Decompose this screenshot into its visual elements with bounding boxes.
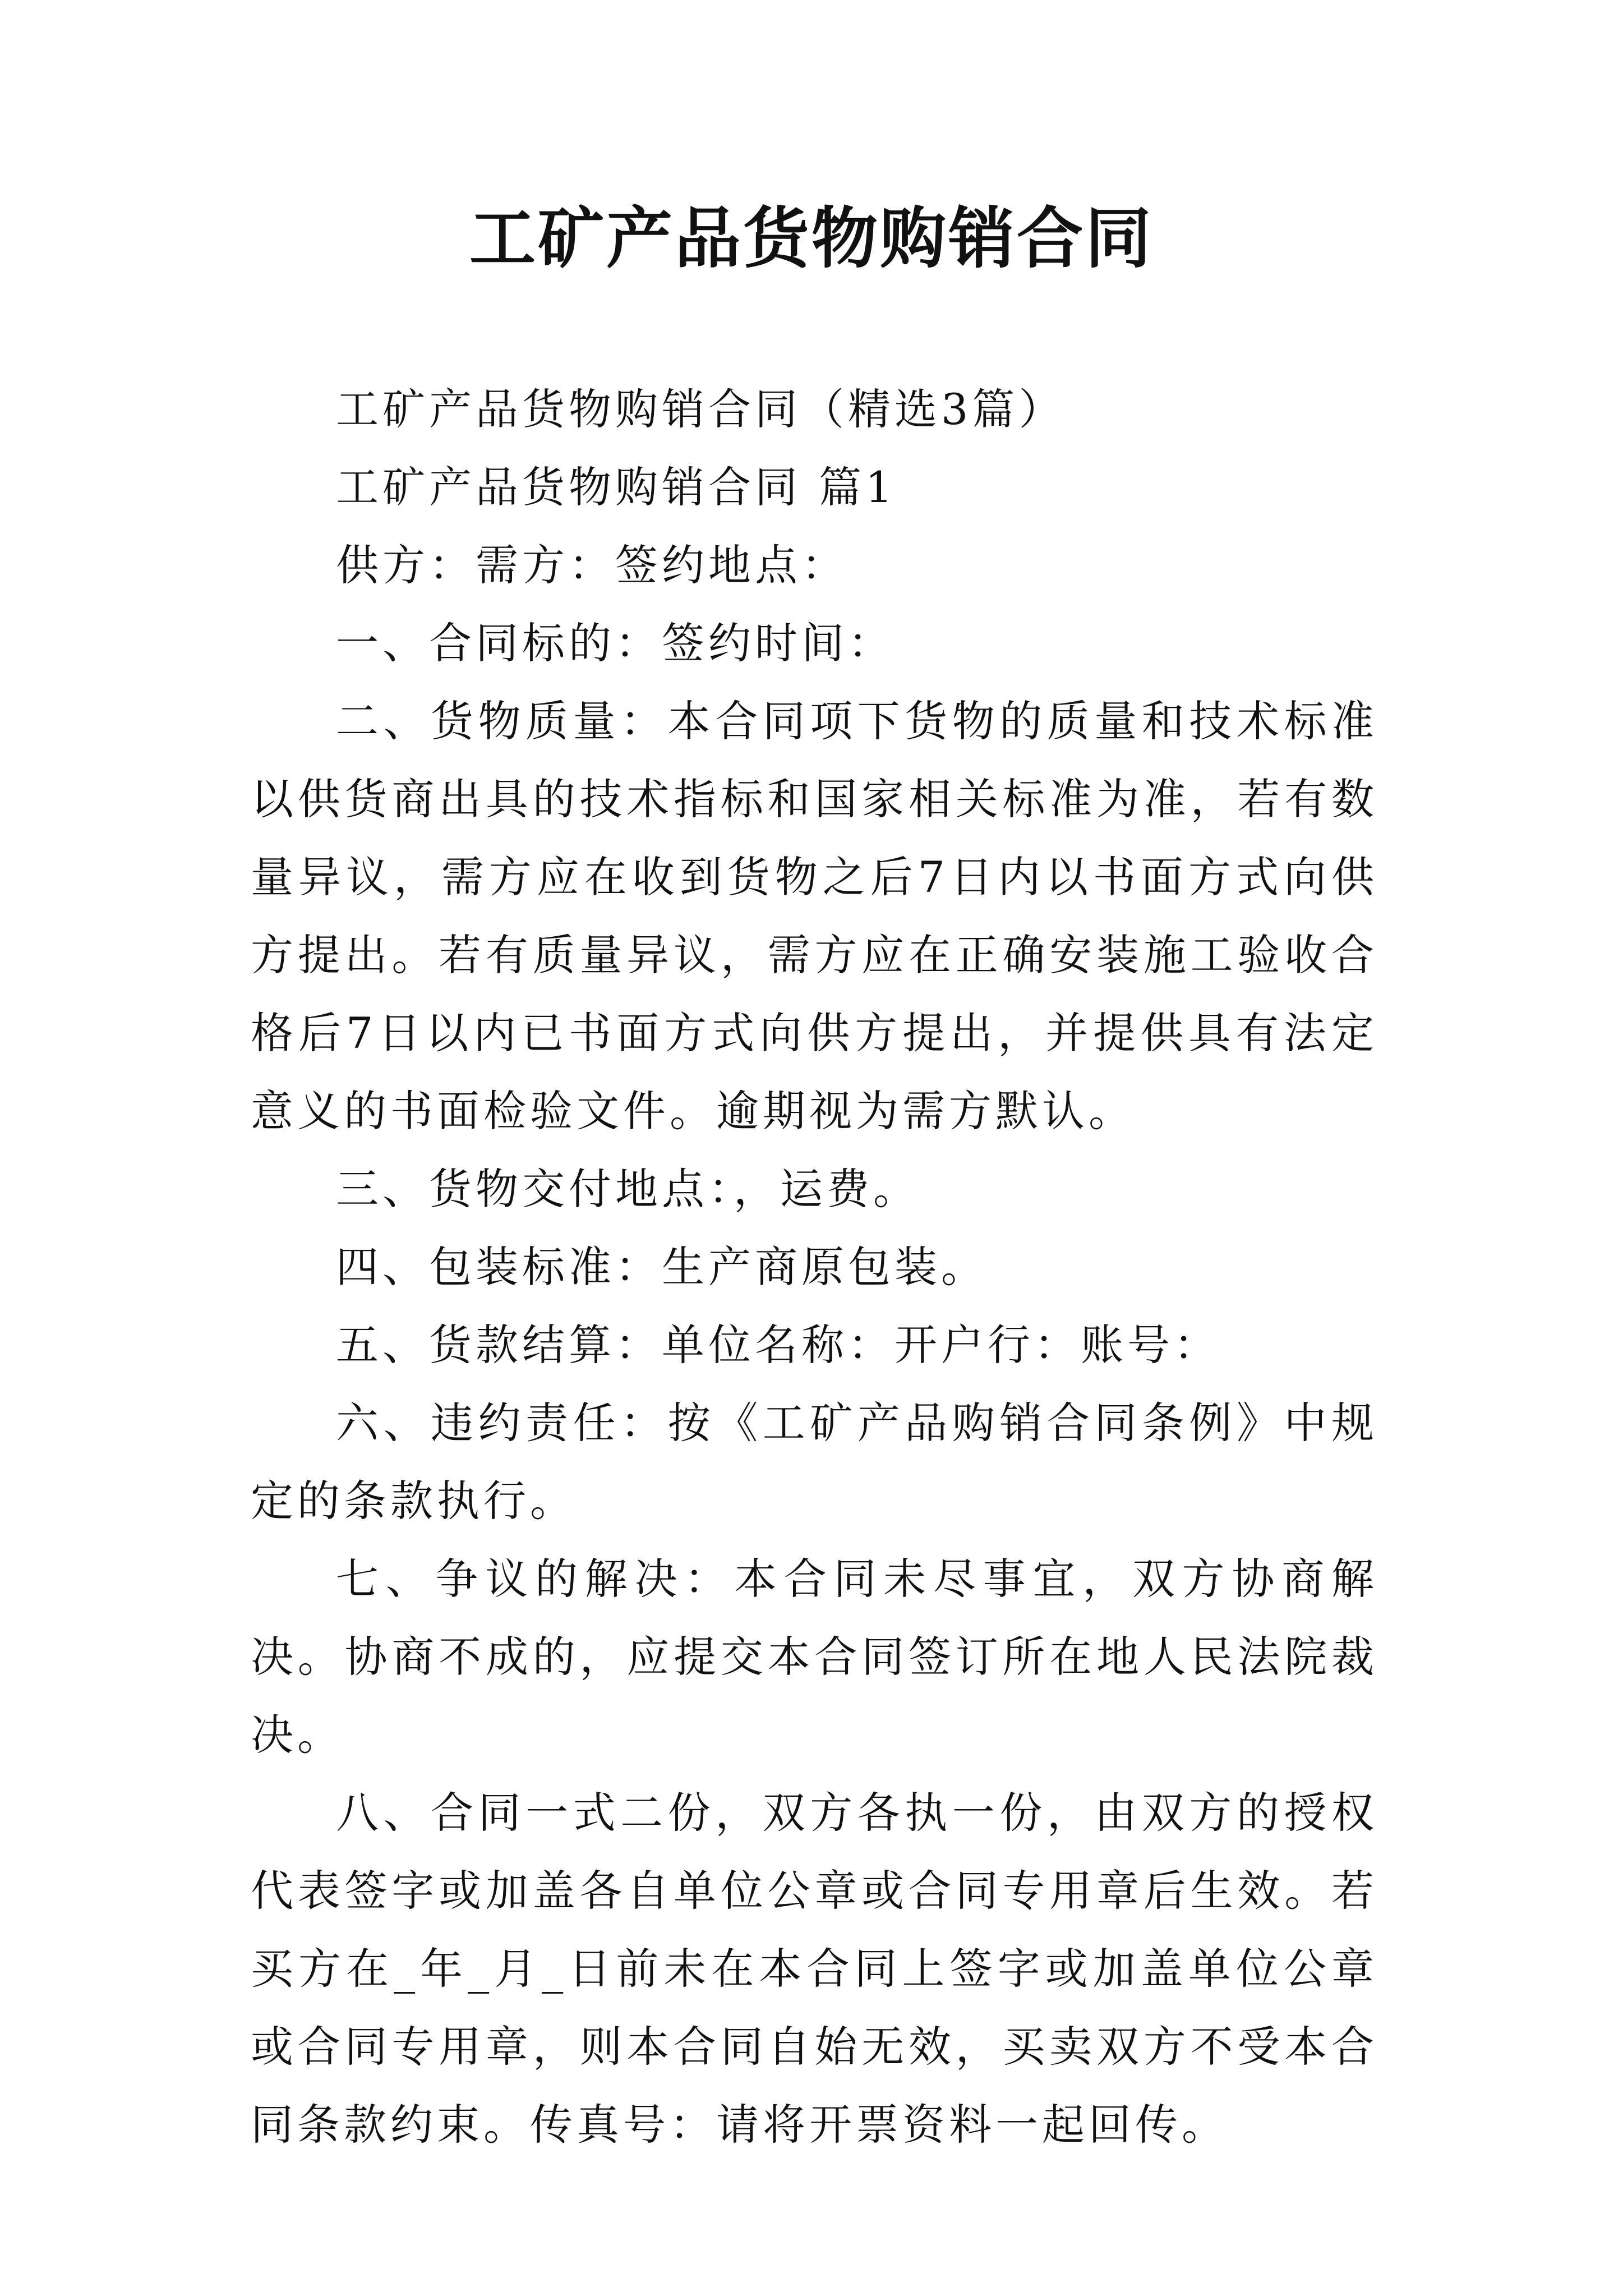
paragraph-section-heading: 工矿产品货物购销合同 篇1: [336, 462, 897, 512]
paragraph-clause-8: 八、合同一式二份，双方各执一份，由双方的授权代表签字或加盖各自单位公章或合同专用章后生效。若买方在_年_月_日前未在本合同上签字或加盖单位公章或合同专用章，则本合同自始无效，买卖双方不受本合同条款约束。传真号：请将开票资料一起回传。: [251, 1788, 1378, 2150]
paragraph-clause-1: 一、合同标的：签约时间：: [336, 618, 895, 668]
paragraph-clause-7: 七、争议的解决：本合同未尽事宜，双方协商解决。协商不成的，应提交本合同签订所在地人民法院裁决。: [251, 1554, 1378, 1760]
paragraph-clause-5: 五、货款结算：单位名称：开户行：账号：: [336, 1320, 1220, 1370]
paragraph-parties: 供方：需方：签约地点：: [336, 540, 848, 590]
document-title: 工矿产品货物购销合同: [469, 199, 1154, 277]
paragraph-clause-6: 六、违约责任：按《工矿产品购销合同条例》中规定的条款执行。: [251, 1398, 1378, 1526]
document-body: [251, 370, 1378, 2164]
paragraph-clause-3: 三、货物交付地点：，运费。: [336, 1164, 920, 1214]
paragraph-clause-4: 四、包装标准：生产商原包装。: [336, 1242, 988, 1292]
paragraph-clause-2: 二、货物质量：本合同项下货物的质量和技术标准以供货商出具的技术指标和国家相关标准为准，若有数量异议，需方应在收到货物之后7日内以书面方式向供方提出。若有质量异议，需方应在正确安装施工验收合格后7日以内已书面方式向供方提出，并提供具有法定意义的书面检验文件。逾期视为需方默认。: [251, 696, 1378, 1136]
paragraph-subtitle: 工矿产品货物购销合同（精选3篇）: [336, 384, 1066, 434]
